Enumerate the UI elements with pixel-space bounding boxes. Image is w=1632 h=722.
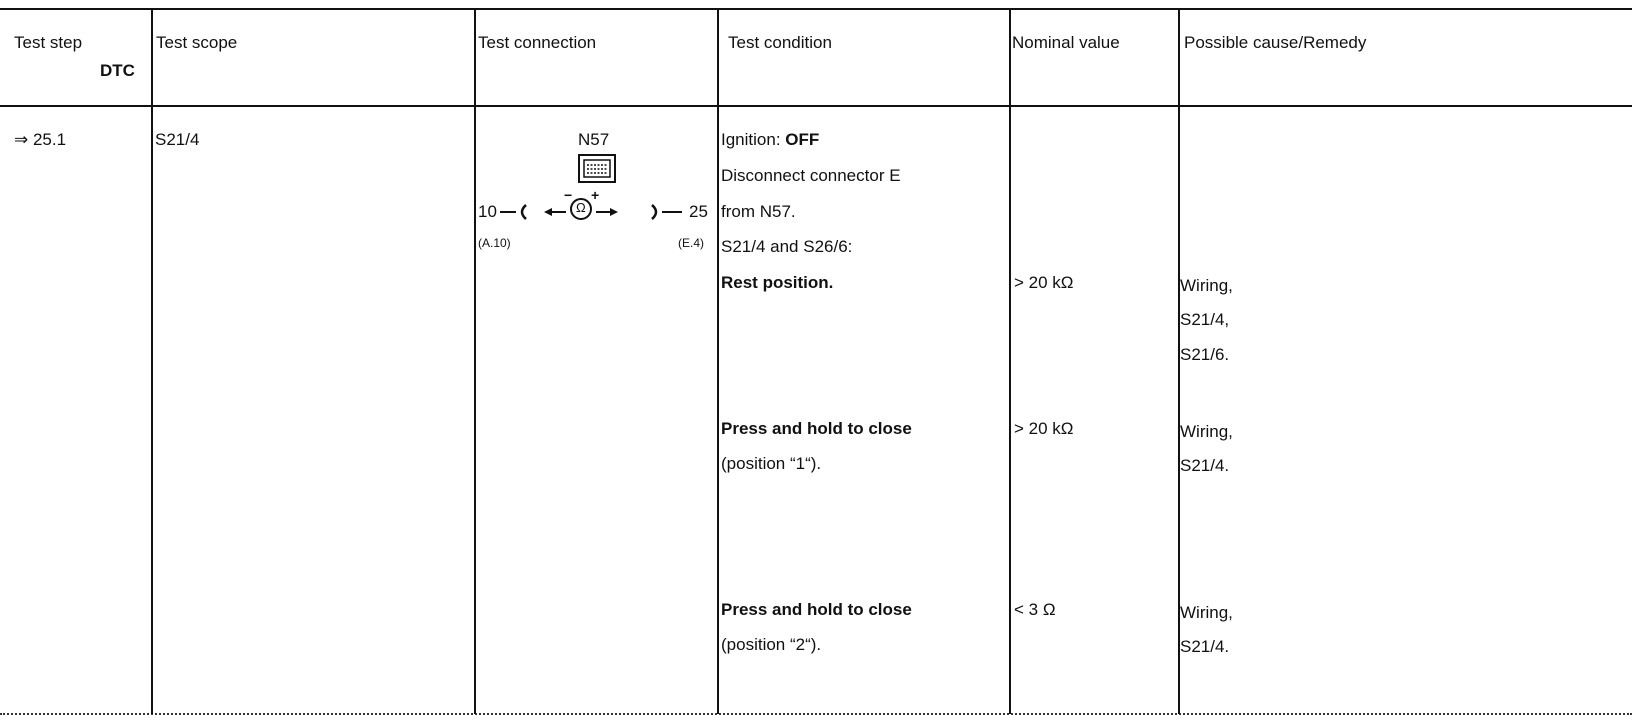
subrow-1-cause-2: S21/4, [1180, 310, 1230, 329]
col-divider-1 [151, 9, 153, 714]
col-divider-4 [1009, 9, 1011, 714]
ref-right-label: (E.4) [678, 236, 705, 250]
ignition-label: Ignition: [721, 130, 786, 149]
table-top-border [0, 8, 1632, 10]
subrow-3-condition: Press and hold to close [721, 600, 912, 619]
subrow-3-cause-1: Wiring, [1180, 603, 1233, 622]
subrow-3-nominal: < 3 Ω [1014, 600, 1056, 619]
subrow-1-cause-3: S21/6. [1180, 345, 1230, 364]
ref-left-label: (A.10) [478, 236, 511, 250]
condition-line-3: from N57. [721, 202, 796, 221]
pin-right-label: 25 [689, 202, 708, 221]
condition-line-4: S21/4 and S26/6: [721, 237, 853, 256]
subrow-2-cause-1: Wiring, [1180, 422, 1233, 441]
col-divider-2 [474, 9, 476, 714]
condition-ignition [721, 129, 819, 151]
subrow-3-cause-2: S21/4. [1180, 637, 1230, 656]
subrow-2-condition: Press and hold to close [721, 419, 912, 438]
meter-plus-sign: + [591, 187, 600, 203]
subrow-1-condition: Rest position. [721, 273, 834, 292]
module-label: N57 [578, 130, 610, 149]
header-nominal-value: Nominal value [1012, 33, 1120, 52]
test-step-value: ⇒ 25.1 [14, 130, 67, 149]
ignition-value: OFF [785, 130, 820, 149]
pin-left-label: 10 [478, 202, 497, 221]
header-test-step: Test step [14, 33, 83, 52]
subrow-2-condition-extra: (position “1“). [721, 454, 822, 473]
header-test-condition: Test condition [728, 33, 832, 52]
header-test-connection: Test connection [478, 33, 597, 52]
condition-line-2: Disconnect connector E [721, 166, 901, 185]
subrow-2-nominal: > 20 kΩ [1014, 419, 1074, 438]
test-scope-value: S21/4 [155, 130, 200, 149]
meter-minus-sign: − [564, 187, 573, 203]
header-test-scope: Test scope [156, 33, 238, 52]
subrow-1-nominal: > 20 kΩ [1014, 273, 1074, 292]
header-possible-cause: Possible cause/Remedy [1184, 33, 1367, 52]
header-dtc: DTC [100, 61, 135, 80]
subrow-3-condition-extra: (position “2“). [721, 635, 822, 654]
ohm-symbol: Ω [576, 200, 586, 215]
header-separator [0, 105, 1632, 107]
subrow-1-cause-1: Wiring, [1180, 276, 1233, 295]
subrow-2-cause-2: S21/4. [1180, 456, 1230, 475]
col-divider-3 [717, 9, 719, 714]
table-bottom-dotted-border [0, 713, 1632, 715]
